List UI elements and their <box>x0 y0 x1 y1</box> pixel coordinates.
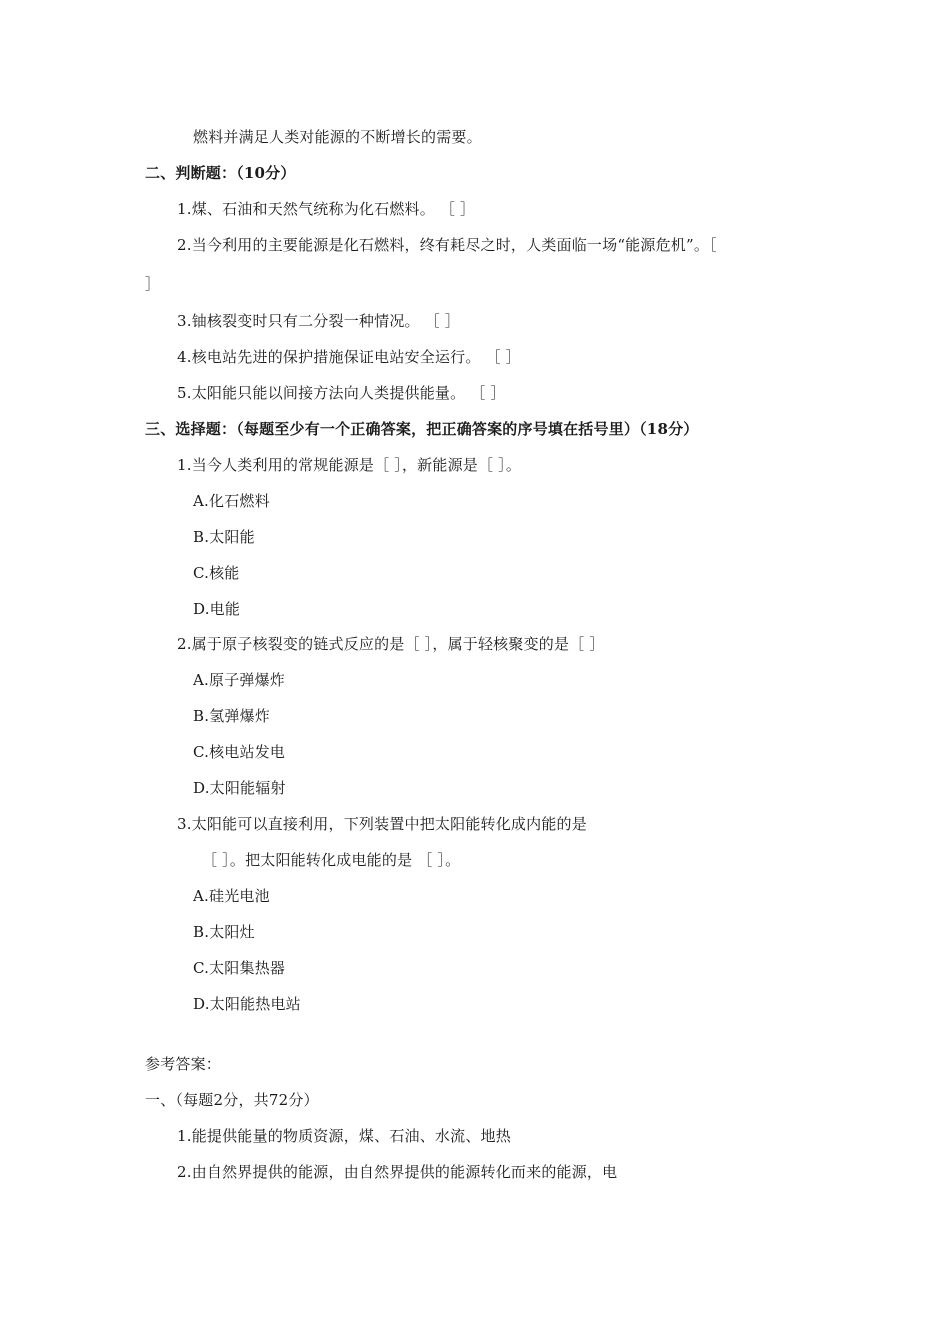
choice-q2-option-d: D.太阳能辐射 <box>193 779 286 797</box>
choice-q1-stem: 1.当今人类利用的常规能源是［ ］，新能源是［ ］。 <box>177 456 522 474</box>
choice-q2-option-c: C.核电站发电 <box>193 743 286 761</box>
choice-q3-option-d: D.太阳能热电站 <box>193 995 301 1013</box>
choice-q3-stem: 3.太阳能可以直接利用，下列装置中把太阳能转化成内能的是 <box>177 815 587 833</box>
choice-q2-option-b: B.氢弹爆炸 <box>193 707 270 725</box>
choice-q1-option-a: A.化石燃料 <box>193 492 270 510</box>
choice-q1-option-d: D.电能 <box>193 600 241 618</box>
choice-q3-option-b: B.太阳灶 <box>193 923 255 941</box>
answers-section-1: 一、（每题2分，共72分） <box>145 1091 319 1109</box>
choice-q3-option-c: C.太阳集热器 <box>193 959 286 977</box>
judge-item-2: 2.当今利用的主要能源是化石燃料，终有耗尽之时，人类面临一场“能源危机”。［ <box>177 236 717 254</box>
section-3-heading: 三、选择题：（每题至少有一个正确答案，把正确答案的序号填在括号里）（18分） <box>145 420 699 438</box>
choice-q2-option-a: A.原子弹爆炸 <box>193 671 286 689</box>
judge-item-3: 3.铀核裂变时只有二分裂一种情况。 ［ ］ <box>177 312 461 330</box>
choice-q1-option-c: C.核能 <box>193 564 240 582</box>
answer-item-1: 1.能提供能量的物质资源，煤、石油、水流、地热 <box>177 1127 511 1145</box>
section-2-heading: 二、判断题：（10分） <box>145 164 296 182</box>
judge-item-5: 5.太阳能只能以间接方法向人类提供能量。 ［ ］ <box>177 384 506 402</box>
judge-item-1: 1.煤、石油和天然气统称为化石燃料。 ［ ］ <box>177 200 476 218</box>
choice-q3-stem-2: ［ ］。把太阳能转化成电能的是 ［ ］。 <box>202 851 461 869</box>
continuation-text: 燃料并满足人类对能源的不断增长的需要。 <box>193 128 482 146</box>
choice-q3-option-a: A.硅光电池 <box>193 887 270 905</box>
choice-q2-stem: 2.属于原子核裂变的链式反应的是［ ］，属于轻核聚变的是［ ］ <box>177 635 605 653</box>
choice-q1-option-b: B.太阳能 <box>193 528 255 546</box>
answers-heading: 参考答案： <box>145 1055 222 1073</box>
judge-item-2-wrap: ］ <box>145 275 161 293</box>
answer-item-2: 2.由自然界提供的能源，由自然界提供的能源转化而来的能源，电 <box>177 1163 618 1181</box>
judge-item-4: 4.核电站先进的保护措施保证电站安全运行。 ［ ］ <box>177 348 521 366</box>
